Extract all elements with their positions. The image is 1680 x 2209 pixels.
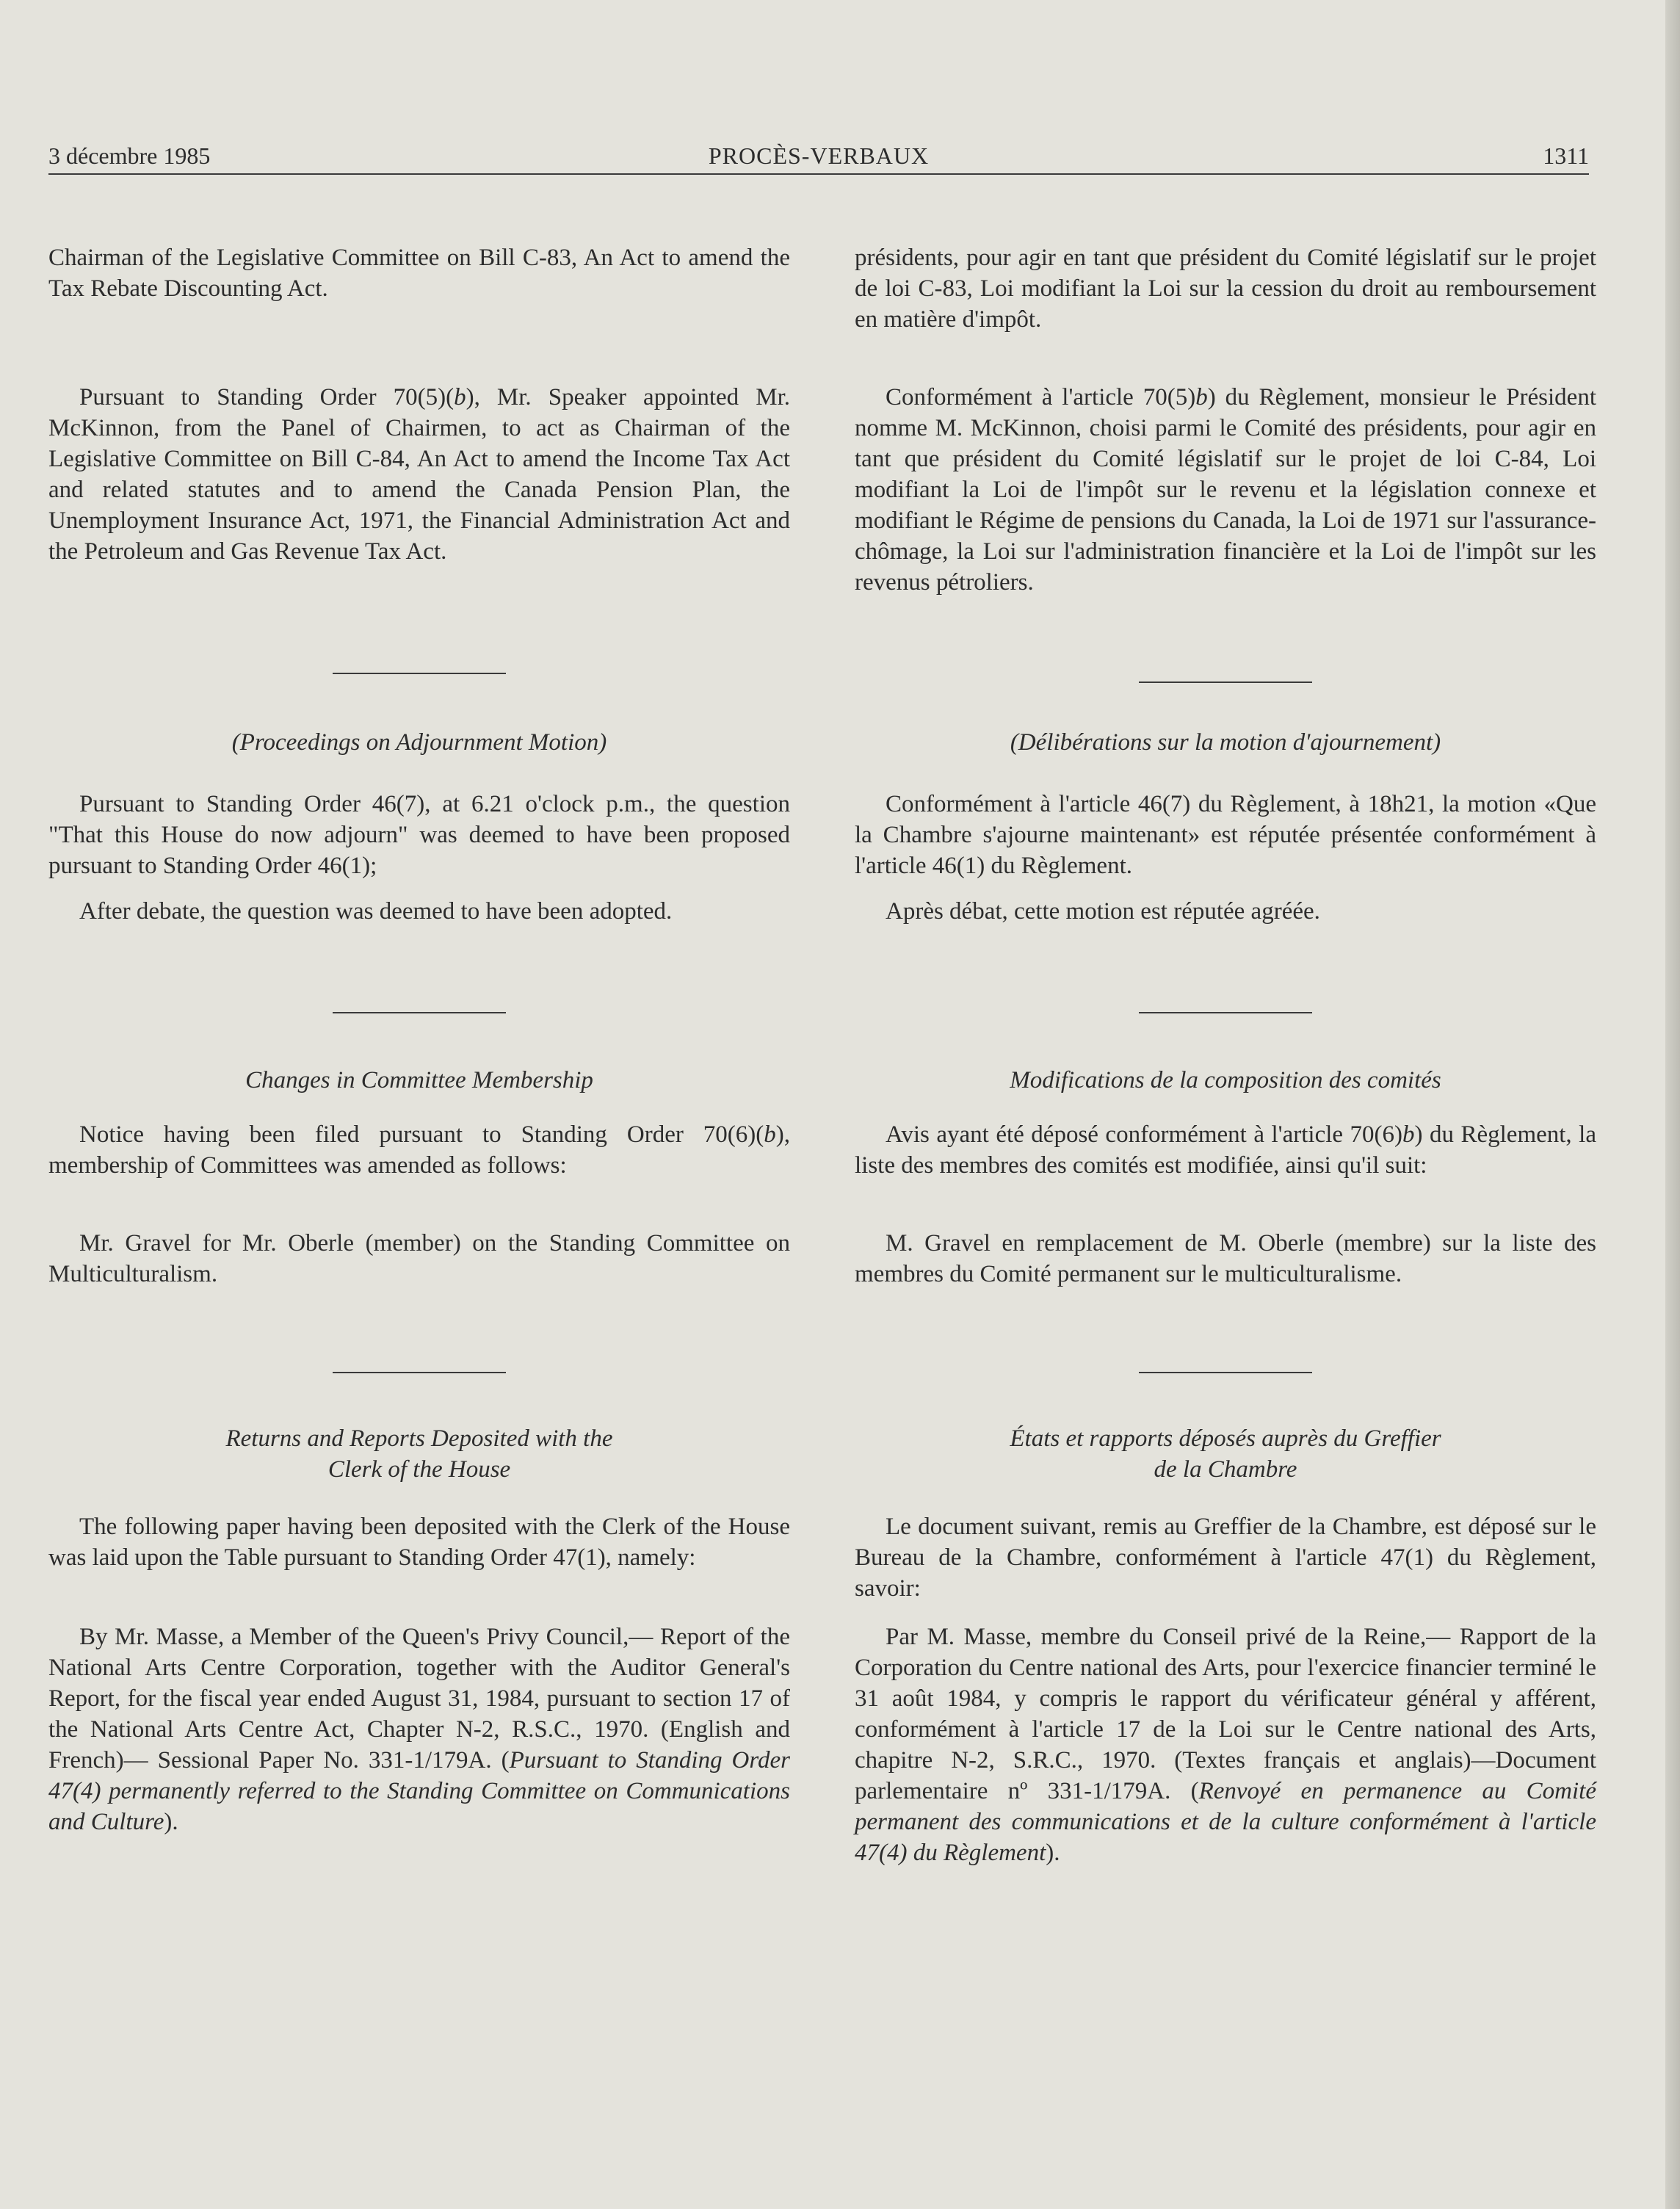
heading-adjournment: (Proceedings on Adjournment Motion) <box>231 729 607 756</box>
page-edge-shadow <box>1665 0 1680 2209</box>
heading-returns: Returns and Reports Deposited with the Clerk of the House <box>225 1425 613 1483</box>
paragraph-gravel: Mr. Gravel for Mr. Oberle (member) on the Standing Committee on Multiculturalism. <box>48 1230 790 1287</box>
paragraph-following: Le document suivant, remis au Greffier de la Chambre, est déposé sur le Bureau de la Chambre, conformément à l'article 47(1) du Règlement, savoir: <box>855 1514 1596 1602</box>
heading-membership: Changes in Committee Membership <box>245 1067 593 1093</box>
section-divider <box>1139 1012 1312 1013</box>
paragraph-adjournment: Conformément à l'article 46(7) du Règlement, à 18h21, la motion «Que la Chambre s'ajourne maintenant» est réputée présentée conformément à l'article 46(1) du Règlement. <box>855 791 1596 879</box>
paragraph-masse: Par M. Masse, membre du Conseil privé de la Reine,— Rapport de la Corporation du Centre national des Arts, pour l'exercice financier terminé le 31 août 1984, y compris le rapport du vérificateur général y afférent, conformément à l'article 17 de la Loi sur le Centre national des Arts, chapitre N-2, S.R.C., 1970. (Textes français et anglais)—Document parlementaire nº 331-1/179A. (Renvoyé en permanence au Comité permanent des communications et de la culture conformément à l'article 47(4) du Règlement). <box>855 1624 1596 1866</box>
page-header <box>48 137 1589 175</box>
paragraph-debate: Après débat, cette motion est réputée agréée. <box>886 898 1320 925</box>
paragraph-following: The following paper having been deposited with the Clerk of the House was laid upon the Table pursuant to Standing Order 47(1), namely: <box>48 1514 790 1571</box>
paragraph-notice: Avis ayant été déposé conformément à l'article 70(6)b) du Règlement, la liste des membres des comités est modifiée, ainsi qu'il suit: <box>855 1121 1596 1179</box>
paragraph-c84-appointment: Pursuant to Standing Order 70(5)(b), Mr. Speaker appointed Mr. McKinnon, from the Panel of Chairmen, to act as Chairman of the Legislative Committee on Bill C-84, An Act to amend the Income Tax Act and related statutes and to amend the Canada Pension Plan, the Unemployment Insurance Act, 1971, the Financial Administration Act and the Petroleum and Gas Revenue Tax Act. <box>48 384 790 565</box>
header-page-number: 1311 <box>1543 142 1589 169</box>
section-divider <box>1139 1372 1312 1373</box>
section-divider <box>1139 682 1312 683</box>
paragraph-c84-appointment: Conformément à l'article 70(5)b) du Règlement, monsieur le Président nomme M. McKinnon, choisi parmi le Comité des présidents, pour agir en tant que président du Comité législatif sur le projet de loi C-84, Loi modifiant la Loi de l'impôt sur le revenu et la législation connexe et modifiant le Régime de pensions du Canada, la Loi de 1971 sur l'assurance-chômage, la Loi sur l'administration financière et la Loi de l'impôt sur les revenus pétroliers. <box>855 384 1596 596</box>
header-date: 3 décembre 1985 <box>48 142 211 169</box>
heading-adjournment: (Délibérations sur la motion d'ajournement) <box>1010 729 1441 756</box>
section-divider <box>333 1372 506 1373</box>
heading-returns: États et rapports déposés auprès du Greffier de la Chambre <box>1010 1425 1441 1483</box>
section-divider <box>333 1012 506 1013</box>
paragraph-c83-end: Chairman of the Legislative Committee on Bill C-83, An Act to amend the Tax Rebate Discounting Act. <box>48 245 790 302</box>
header-title: PROCÈS-VERBAUX <box>708 142 930 169</box>
paragraph-adjournment: Pursuant to Standing Order 46(7), at 6.21 o'clock p.m., the question "That this House do now adjourn" was deemed to have been proposed pursuant to Standing Order 46(1); <box>48 791 790 879</box>
paragraph-masse: By Mr. Masse, a Member of the Queen's Privy Council,— Report of the National Arts Centre Corporation, together with the Auditor General's Report, for the fiscal year ended August 31, 1984, pursuant to section 17 of the National Arts Centre Act, Chapter N-2, R.S.C., 1970. (English and French)— Sessional Paper No. 331-1/179A. (Pursuant to Standing Order 47(4) permanently referred to the Standing Committee on Communications and Culture). <box>48 1624 790 1835</box>
paragraph-debate: After debate, the question was deemed to have been adopted. <box>79 898 673 925</box>
heading-membership: Modifications de la composition des comités <box>1010 1067 1441 1093</box>
paragraph-notice: Notice having been filed pursuant to Standing Order 70(6)(b), membership of Committees was amended as follows: <box>48 1121 790 1179</box>
paragraph-gravel: M. Gravel en remplacement de M. Oberle (membre) sur la liste des membres du Comité permanent sur le multiculturalisme. <box>855 1230 1596 1287</box>
section-divider <box>333 673 506 674</box>
paragraph-c83-end: présidents, pour agir en tant que président du Comité législatif sur le projet de loi C-83, Loi modifiant la Loi sur la cession du droit au remboursement en matière d'impôt. <box>855 245 1596 333</box>
